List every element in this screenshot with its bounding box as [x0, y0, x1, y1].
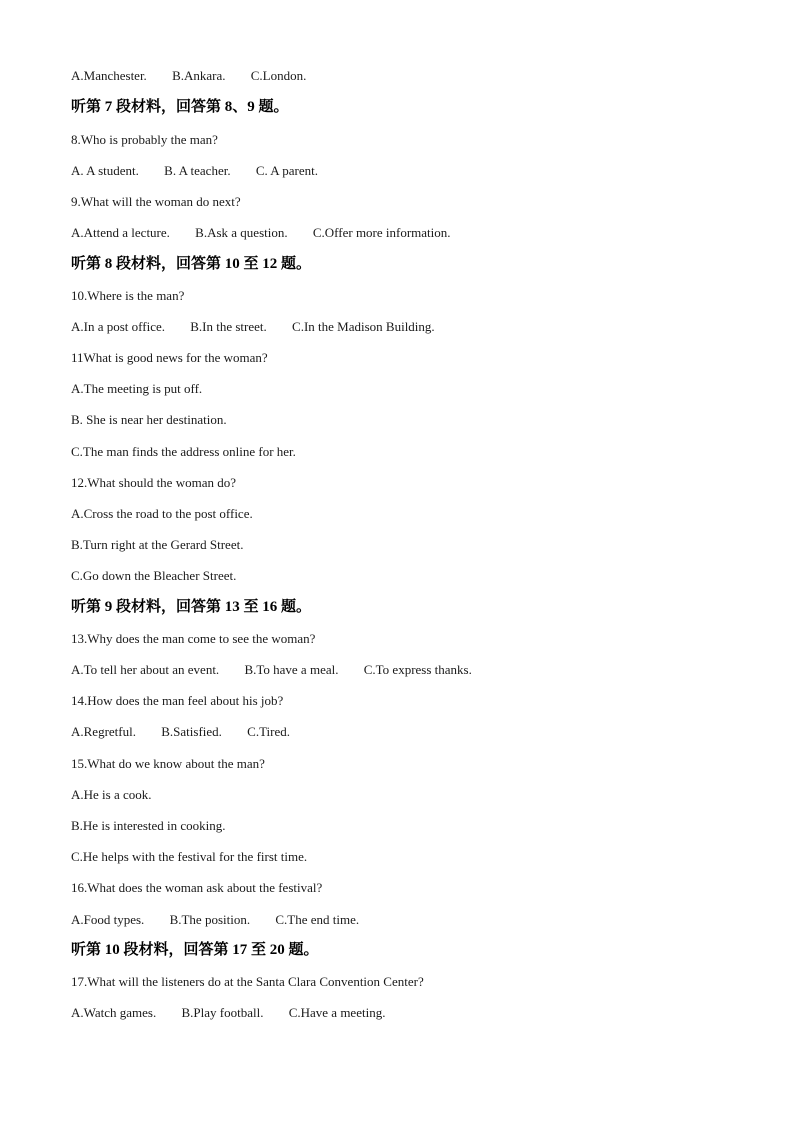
- options-line: [71, 912, 359, 928]
- section-heading: 听第 9 段材料，回答第 13 至 16 题。: [71, 599, 312, 615]
- options-line: [71, 1005, 385, 1021]
- options-line: [71, 319, 435, 335]
- option-a: A.To tell her about an event.: [71, 662, 220, 677]
- options-line: [71, 662, 472, 678]
- option-b: B.Play football.: [181, 1005, 264, 1020]
- option-a: A.Watch games.: [71, 1005, 157, 1020]
- option-c: C.Offer more information.: [312, 225, 451, 240]
- option-line: B. She is near her destination.: [71, 412, 227, 427]
- options-line: [71, 68, 306, 84]
- options-line: [71, 163, 318, 179]
- option-a: A.Regretful.: [71, 724, 136, 739]
- question-text: 12.What should the woman do?: [71, 475, 236, 490]
- section-heading: 听第 7 段材料，回答第 8、9 题。: [71, 99, 289, 115]
- question-text: 13.Why does the man come to see the woman?: [71, 631, 316, 646]
- options-line: [71, 225, 451, 241]
- question-text: 15.What do we know about the man?: [71, 756, 265, 771]
- option-b: B.Satisfied.: [161, 724, 222, 739]
- option-c: C.London.: [250, 68, 307, 83]
- option-c: C.In the Madison Building.: [292, 319, 435, 334]
- question-text: 17.What will the listeners do at the Santa Clara Convention Center?: [71, 974, 424, 989]
- option-line: A.Cross the road to the post office.: [71, 506, 253, 521]
- question-text: 10.Where is the man?: [71, 288, 185, 303]
- option-a: A.Attend a lecture.: [71, 225, 170, 240]
- section-heading: 听第 8 段材料，回答第 10 至 12 题。: [71, 256, 312, 272]
- option-b: B.The position.: [169, 912, 251, 927]
- option-c: C.The end time.: [275, 912, 360, 927]
- question-text: 16.What does the woman ask about the festival?: [71, 880, 323, 895]
- question-text: 14.How does the man feel about his job?: [71, 693, 284, 708]
- option-b: B.To have a meal.: [244, 662, 339, 677]
- option-c: C.Have a meeting.: [288, 1005, 386, 1020]
- option-b: B. A teacher.: [164, 163, 231, 178]
- option-line: A.The meeting is put off.: [71, 381, 203, 396]
- section-heading: 听第 10 段材料，回答第 17 至 20 题。: [71, 942, 319, 958]
- option-line: B.He is interested in cooking.: [71, 818, 226, 833]
- options-line: [71, 724, 290, 740]
- question-text: 9.What will the woman do next?: [71, 194, 241, 209]
- option-b: B.In the street.: [190, 319, 267, 334]
- option-b: B.Ask a question.: [195, 225, 288, 240]
- option-a: A.In a post office.: [71, 319, 165, 334]
- option-line: C.Go down the Bleacher Street.: [71, 568, 237, 583]
- question-text: 11What is good news for the woman?: [71, 350, 268, 365]
- question-text: 8.Who is probably the man?: [71, 132, 218, 147]
- option-a: A. A student.: [71, 163, 139, 178]
- option-a: A.Manchester.: [71, 68, 147, 83]
- option-c: C.To express thanks.: [363, 662, 472, 677]
- option-b: B.Ankara.: [172, 68, 226, 83]
- option-line: C.The man finds the address online for her.: [71, 444, 296, 459]
- option-line: A.He is a cook.: [71, 787, 152, 802]
- option-line: C.He helps with the festival for the first time.: [71, 849, 308, 864]
- option-c: C. A parent.: [255, 163, 318, 178]
- option-a: A.Food types.: [71, 912, 145, 927]
- option-line: B.Turn right at the Gerard Street.: [71, 537, 244, 552]
- option-c: C.Tired.: [247, 724, 291, 739]
